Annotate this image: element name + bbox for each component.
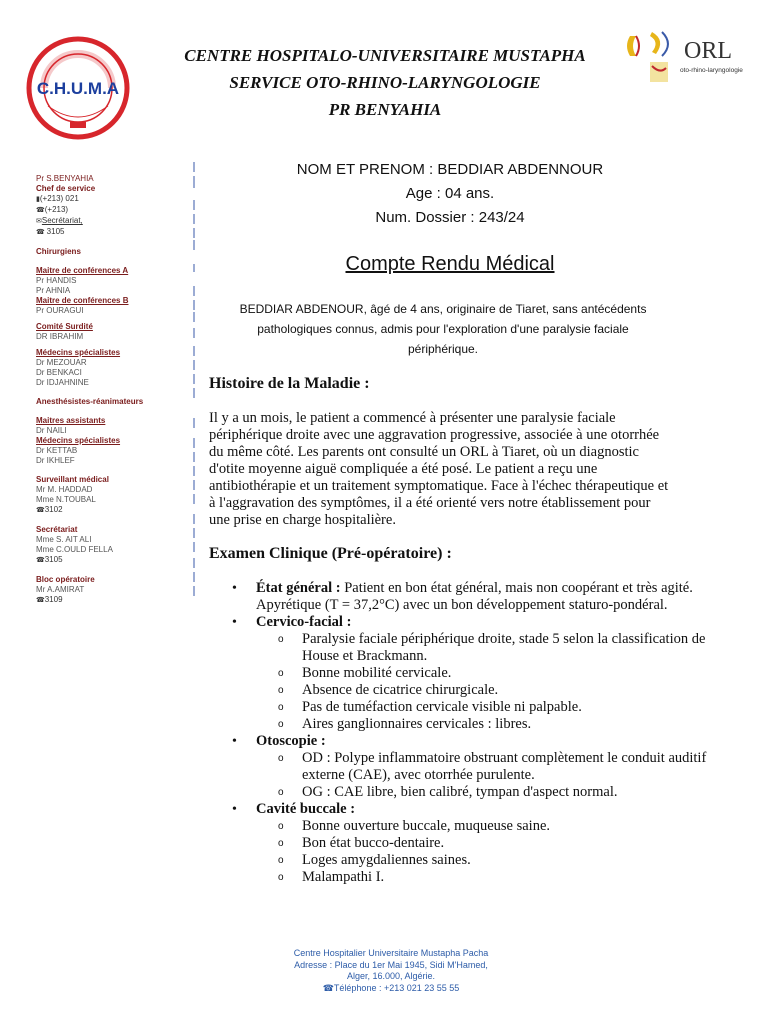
sec-name: Mme C.OULD FELLA	[36, 545, 113, 554]
orl-logo-text: ORL	[684, 38, 732, 64]
ext-main: 3105	[46, 227, 65, 236]
document-title: Compte Rendu Médical	[345, 253, 555, 275]
mca-name: Pr HANDIS	[36, 276, 77, 285]
cervico-sublist	[256, 631, 716, 733]
medspec-heading: Médecins spécialistes	[36, 348, 121, 357]
histoire-heading: Histoire de la Maladie :	[209, 375, 370, 392]
medspec-name: Dr IDJAHNINE	[36, 378, 89, 387]
medspec2-heading: Médecins spécialistes	[36, 436, 121, 445]
list-item	[256, 580, 716, 614]
examen-heading: Examen Clinique (Pré-opératoire) :	[209, 545, 452, 562]
buccale-sublist	[256, 818, 716, 886]
list-item: o OD : Polype inflammatoire obstruant complètement le conduit auditif externe (CAE), avec otorrhée purulente.	[302, 750, 716, 784]
list-item: o Loges amygdaliennes saines.	[302, 852, 716, 869]
header-line-1: CENTRE HOSPITALO-UNIVERSITAIRE MUSTAPHA	[184, 46, 586, 65]
otoscopie-label: Otoscopie :	[256, 733, 326, 749]
patient-age: Age : 04 ans.	[405, 185, 495, 202]
phone-icon: ☎	[36, 229, 47, 236]
surv-ext: 3102	[44, 505, 63, 514]
surdite-name: DR IBRAHIM	[36, 332, 84, 341]
chief-role: Chef de service	[36, 184, 96, 193]
medspec2-name: Dr KETTAB	[36, 446, 78, 455]
intro-paragraph: BEDDIAR ABDENOUR, âgé de 4 ans, originaire de Tiaret, sans antécédents pathologiques connus, admis pour l'exploration d'une paralysie faciale périphérique.	[239, 302, 647, 356]
chirurgiens-heading: Chirurgiens	[36, 247, 81, 256]
phone-icon: ☎	[36, 597, 45, 604]
phone-icon: ☎	[36, 207, 45, 214]
surv-name: Mme N.TOUBAL	[36, 495, 96, 504]
sidebar-divider	[192, 160, 196, 610]
buccale-label: Cavité buccale :	[256, 801, 356, 817]
list-item: o Paralysie faciale périphérique droite, stade 5 selon la classification de House et Brackmann.	[302, 631, 716, 665]
fax-icon: ▮	[36, 196, 40, 203]
hospital-header	[150, 42, 620, 123]
list-item: o Pas de tuméfaction cervicale visible ni palpable.	[302, 699, 716, 716]
mca-name: Pr AHNIA	[36, 286, 71, 295]
list-item: o Aires ganglionnaires cervicales : libres.	[302, 716, 716, 733]
footer-phone: ☎Téléphone : +213 021 23 55 55	[322, 982, 460, 993]
surdite-heading: Comité Surdité	[36, 322, 93, 331]
email-icon: ✉	[36, 218, 42, 225]
chu-logo	[26, 36, 130, 140]
phone-icon: ☎	[36, 507, 45, 514]
examen-list	[209, 580, 716, 886]
patient-dossier: Num. Dossier : 243/24	[375, 209, 525, 226]
logo-text: C.H.U.M.A	[36, 79, 120, 98]
anest-heading: Anesthésistes-réanimateurs	[36, 397, 144, 406]
orl-logo-subtext: oto-rhino-laryngologie	[680, 67, 743, 74]
secretariat-link: Secrétariat,	[41, 216, 83, 225]
patient-info	[250, 158, 650, 230]
list-item: o OG : CAE libre, bien calibré, tympan d'aspect normal.	[302, 784, 716, 801]
header-line-3: PR BENYAHIA	[328, 100, 442, 119]
phone-1: (+213) 021	[39, 194, 79, 203]
histoire-paragraph: Il y a un mois, le patient a commencé à présenter une paralysie faciale périphérique droite avec une aggravation progressive, associée à une otorrhée du même côté. Les parents ont consulté un ORL à Tiaret, où un diagnostic d'otite moyenne aiguë compliquée a été posé. Le patient a reçu une antibiothérapie et un traitement symptomatique. Face à l'échec thérapeutique et à l'aggravation des symptômes, il a été orienté vers notre établissement pour une prise en charge hospitalière.	[209, 410, 669, 528]
list-item	[256, 614, 716, 733]
cervico-label: Cervico-facial :	[256, 614, 352, 630]
bloc-name: Mr A.AMIRAT	[36, 585, 85, 594]
ma-heading: Maitres assistants	[36, 416, 106, 425]
list-item: o Bon état bucco-dentaire.	[302, 835, 716, 852]
medspec2-name: Dr IKHLEF	[36, 456, 75, 465]
medspec-name: Dr BENKACI	[36, 368, 82, 377]
surv-heading: Surveillant médical	[36, 475, 109, 484]
list-item	[256, 733, 716, 801]
mca-heading: Maitre de conférences A	[36, 266, 129, 275]
phone-icon: ☎	[36, 557, 45, 564]
sec-heading: Secrétariat	[36, 525, 78, 534]
list-item: o Bonne ouverture buccale, muqueuse saine.	[302, 818, 716, 835]
list-item: o Bonne mobilité cervicale.	[302, 665, 716, 682]
orl-logo	[622, 28, 762, 88]
patient-name: NOM ET PRENOM : BEDDIAR ABDENNOUR	[296, 161, 604, 178]
page-footer	[250, 948, 532, 994]
medspec-name: Dr MEZOUAR	[36, 358, 87, 367]
bloc-ext: 3109	[44, 595, 63, 604]
etat-label: État général :	[256, 580, 341, 596]
chief-name: Pr S.BENYAHIA	[36, 174, 94, 183]
list-item	[256, 801, 716, 886]
ma-name: Dr NAILI	[36, 426, 67, 435]
sec-name: Mme S. AIT ALI	[36, 535, 92, 544]
sec-ext: 3105	[44, 555, 63, 564]
staff-sidebar	[36, 174, 186, 606]
header-line-2: SERVICE OTO-RHINO-LARYNGOLOGIE	[229, 73, 541, 92]
phone-2: (+213)	[44, 205, 69, 214]
otoscopie-sublist	[256, 750, 716, 801]
footer-line-1: Centre Hospitalier Universitaire Mustapha Pacha	[293, 948, 489, 958]
mcb-heading: Maitre de conférences B	[36, 296, 129, 305]
surv-name: Mr M. HADDAD	[36, 485, 93, 494]
mcb-name: Pr OURAGUI	[36, 306, 84, 315]
list-item: o Malampathi I.	[302, 869, 716, 886]
footer-line-3: Alger, 16.000, Algérie.	[346, 971, 436, 981]
bloc-heading: Bloc opératoire	[36, 575, 95, 584]
list-item: o Absence de cicatrice chirurgicale.	[302, 682, 716, 699]
footer-line-2: Adresse : Place du 1er Mai 1945, Sidi M'Hamed,	[294, 959, 488, 970]
etat-text: Patient en bon état général, mais non coopérant et très agité. Apyrétique (T = 37,2°C) avec un bon développement staturo-pondéral.	[256, 580, 693, 613]
